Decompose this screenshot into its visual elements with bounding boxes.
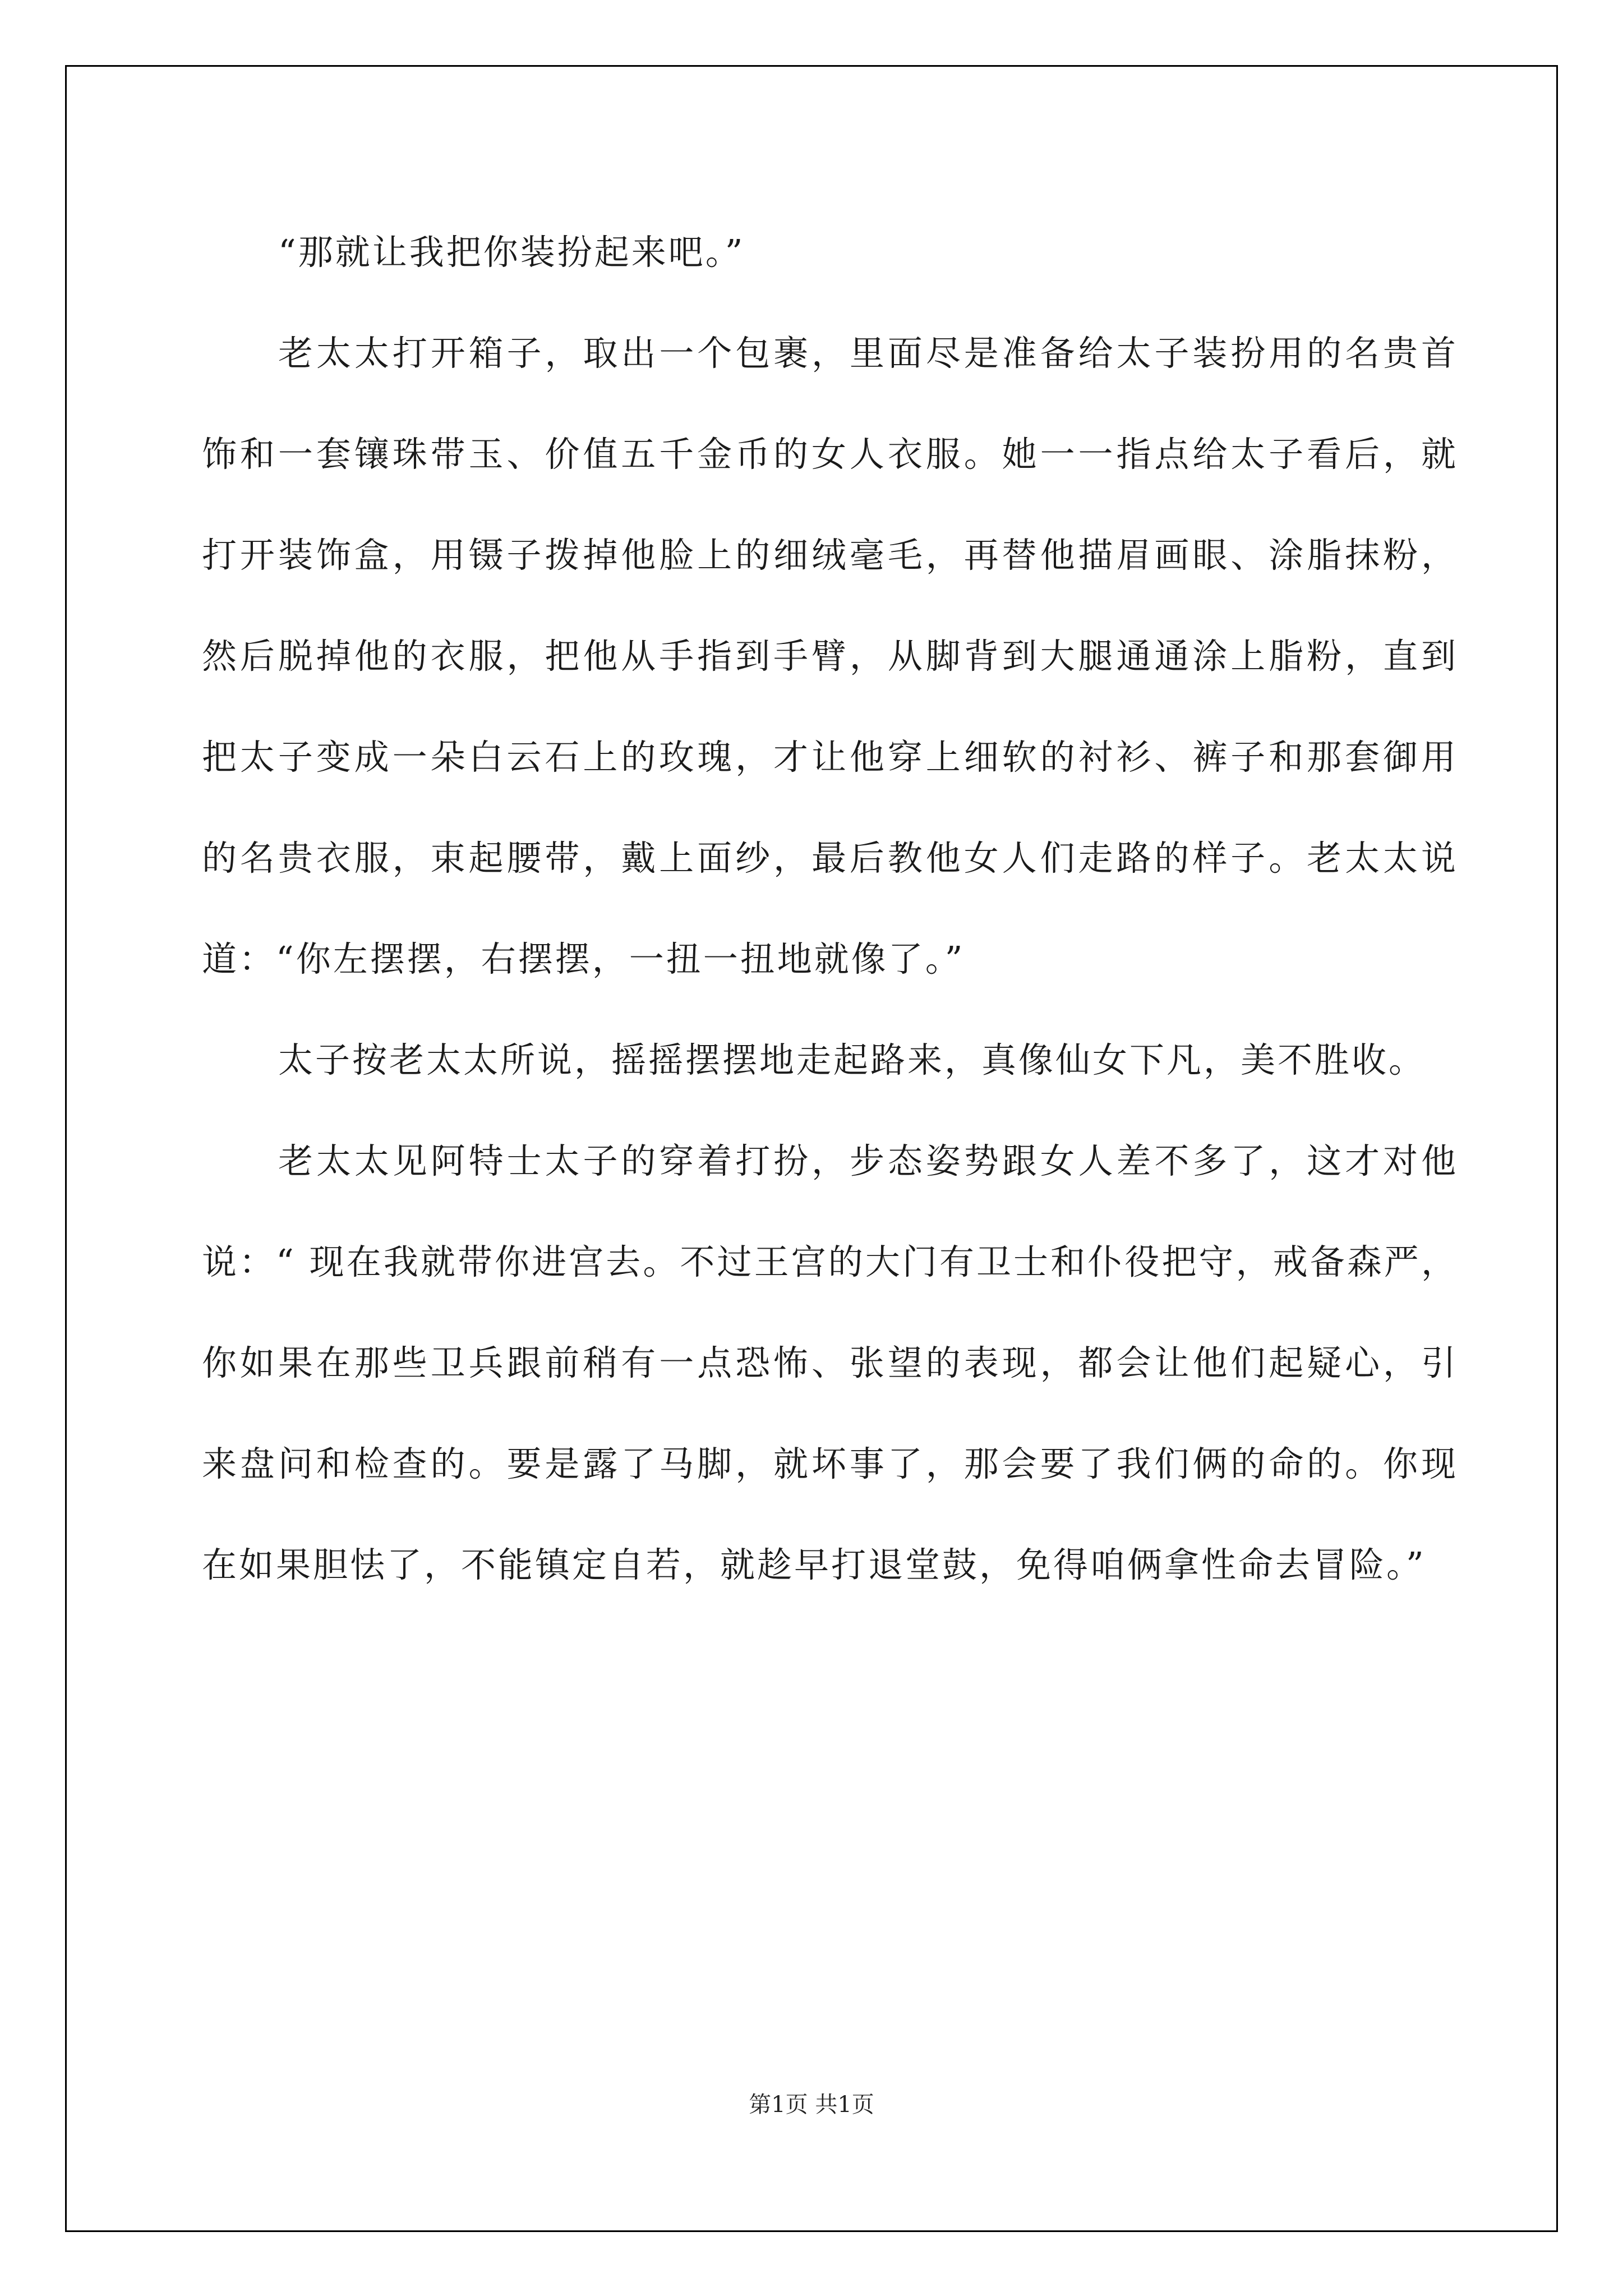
paragraph-4: 老太太见阿特士太子的穿着打扮，步态姿势跟女人差不多了，这才对他说：“ 现在我就带你进宫去。不过王宫的大门有卫士和仆役把守，戒备森严，你如果在那些卫兵跟前稍有一点恐怖、张望的表现，都会让他们起疑心，引来盘问和检查的。要是露了马脚，就坏事了，那会要了我们俩的命的。你现在如果胆怯了，不能镇定自若，就趁早打退堂鼓，免得咱俩拿性命去冒险。” bbox=[202, 1140, 1458, 1585]
paragraph-2: 老太太打开箱子，取出一个包裹，里面尽是准备给太子装扮用的名贵首饰和一套镶珠带玉、价值五千金币的女人衣服。她一一指点给太子看后，就打开装饰盒，用镊子拨掉他脸上的细绒毫毛，再替他描眉画眼、涂脂抹粉，然后脱掉他的衣服，把他从手指到手臂，从脚背到大腿通通涂上脂粉，直到把太子变成一朵白云石上的玫瑰，才让他穿上细软的衬衫、裤子和那套御用的名贵衣服，束起腰带，戴上面纱，最后教他女人们走路的样子。老太太说道：“你左摆摆，右摆摆，一扭一扭地就像了。” bbox=[202, 333, 1458, 979]
paragraph-1: “那就让我把你装扮起来吧。” bbox=[278, 232, 745, 273]
paragraph-3: 太子按老太太所说，摇摇摆摆地走起路来，真像仙女下凡，美不胜收。 bbox=[278, 1039, 1426, 1080]
document-body bbox=[202, 202, 1458, 1616]
page-footer: 第1页 共1页 bbox=[749, 2092, 874, 2118]
